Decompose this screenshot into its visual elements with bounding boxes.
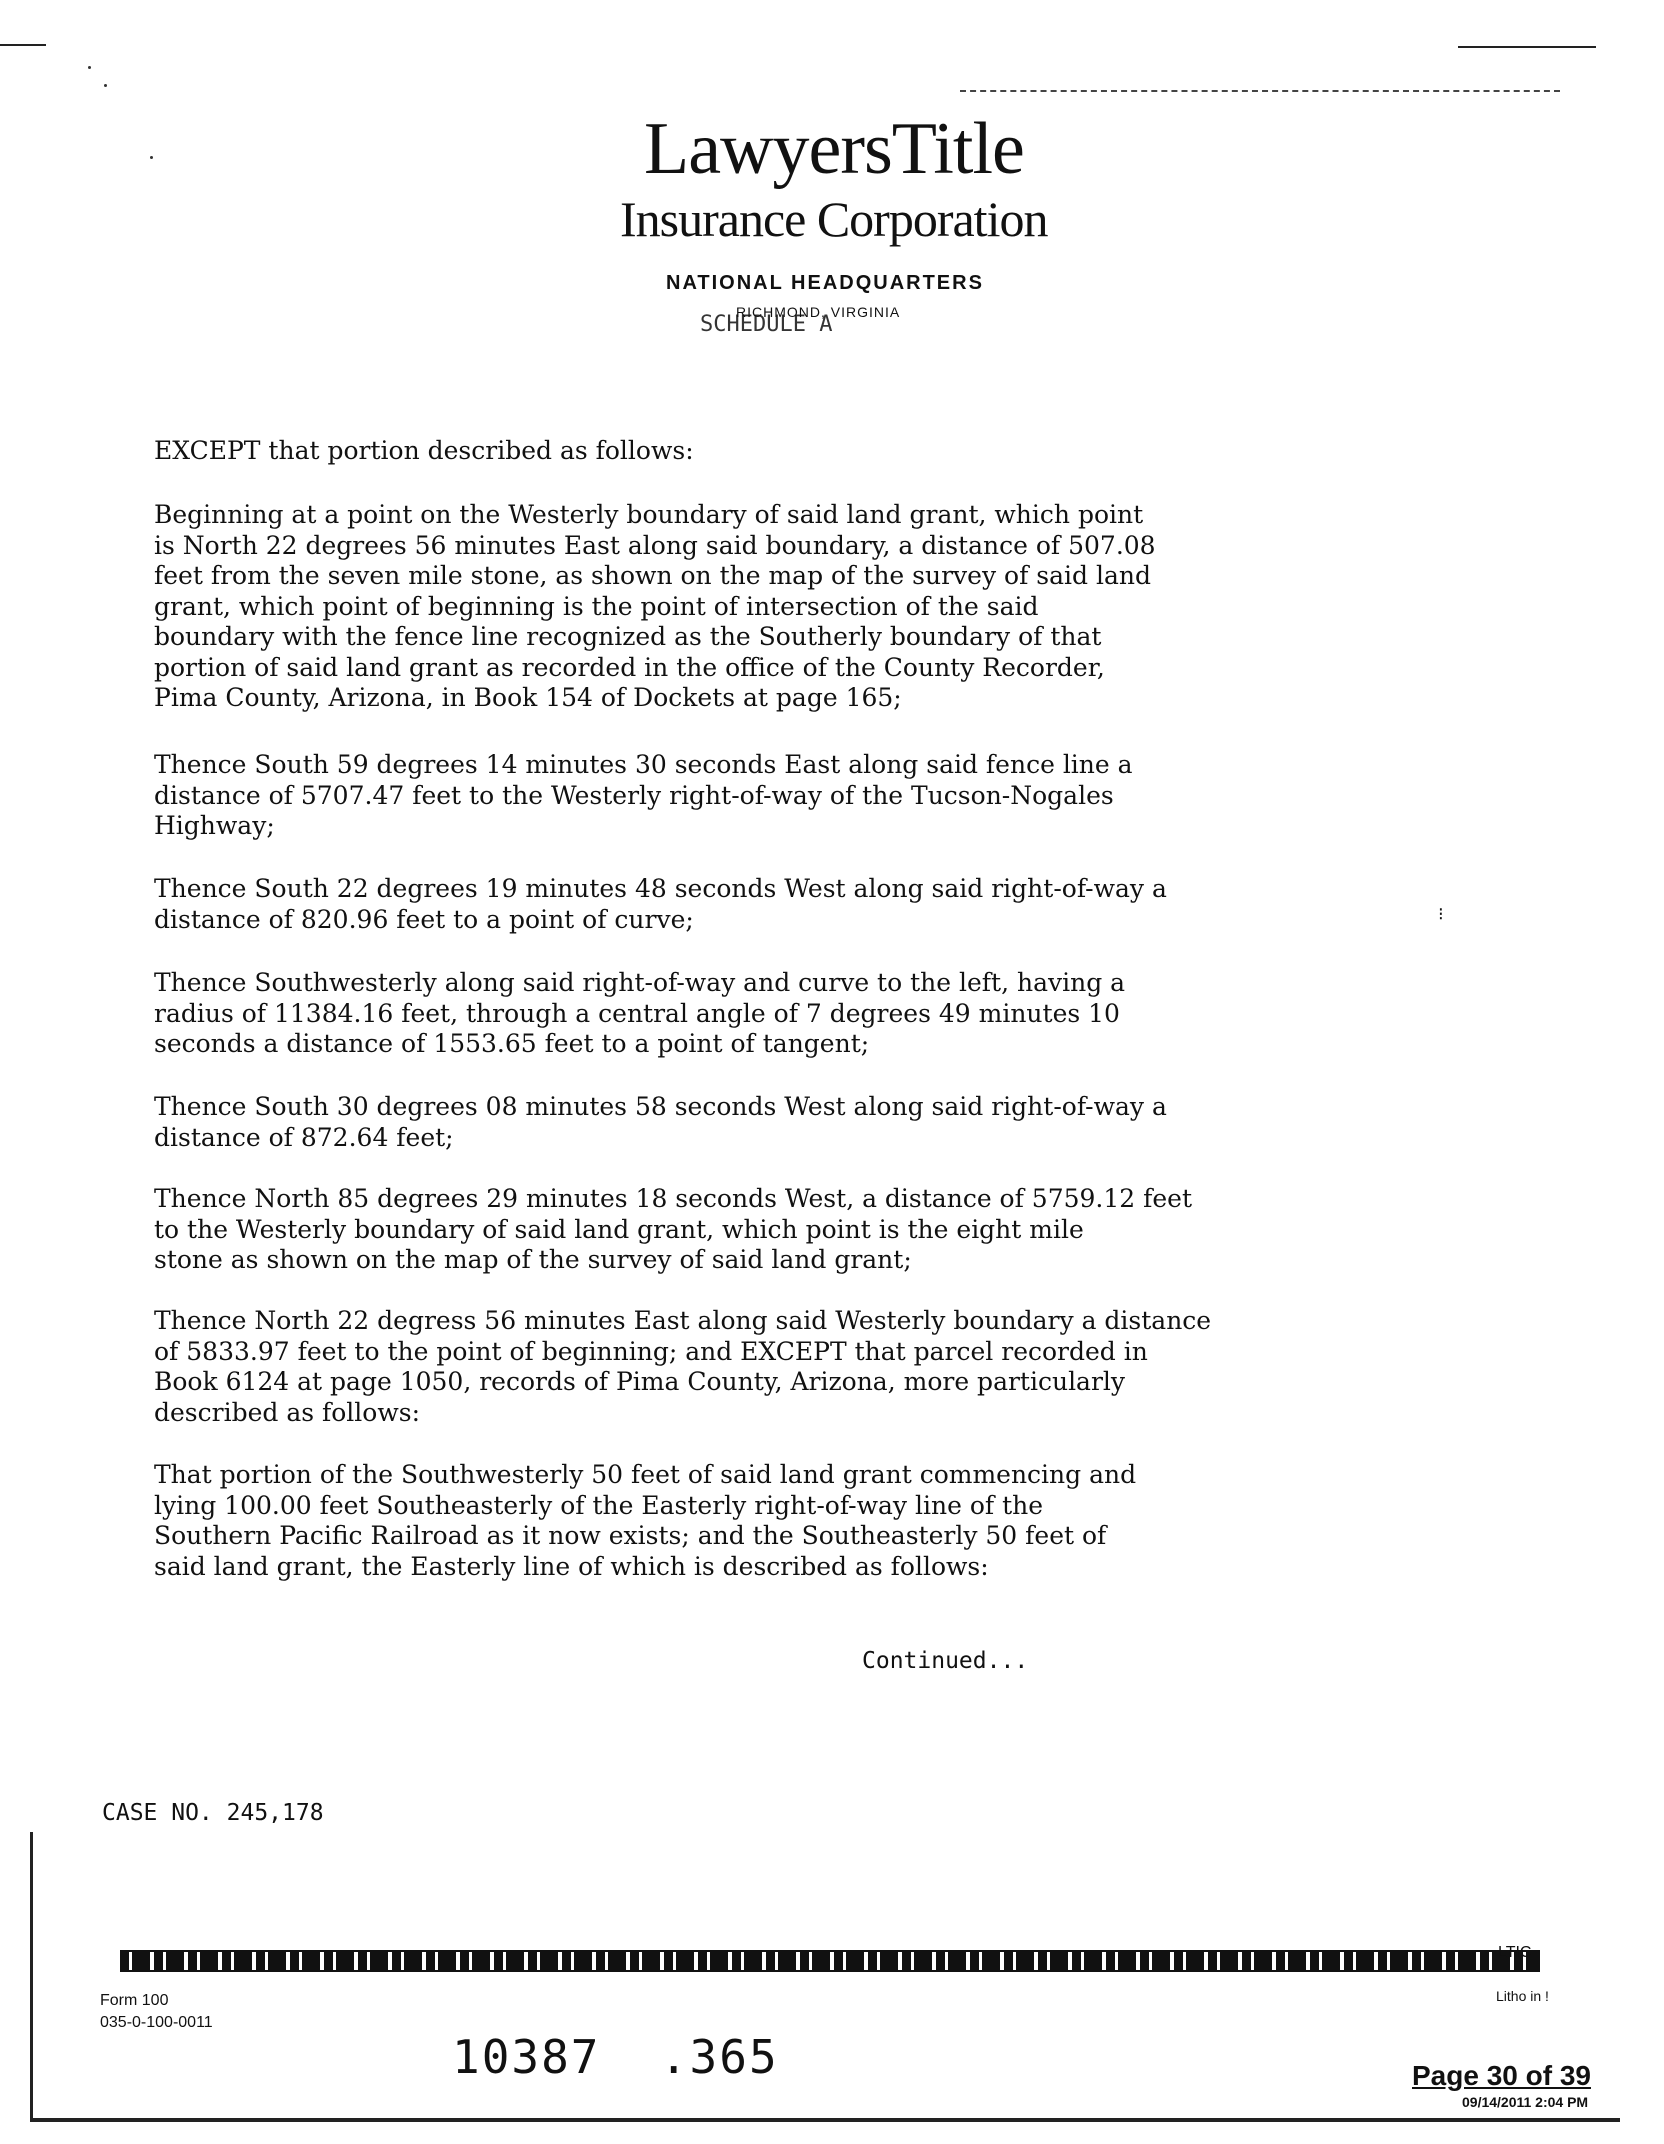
form-line2: 035-0-100-0011 bbox=[100, 2014, 213, 2031]
form-number bbox=[100, 1990, 213, 2034]
schedule-label: SCHEDULE A bbox=[700, 312, 833, 337]
headquarters-label: NATIONAL HEADQUARTERS bbox=[666, 272, 984, 294]
litho-label: Litho in ! bbox=[1496, 1988, 1549, 2004]
company-logo bbox=[620, 108, 1060, 252]
paragraph-south-59: Thence South 59 degrees 14 minutes 30 seconds East along said fence line a distance of 5707.47 feet to the Westerly right-of-way of the Tucson-Nogales Highway; bbox=[154, 750, 1133, 840]
security-strip bbox=[120, 1950, 1540, 1972]
document-number: 10387 .365 bbox=[452, 2030, 779, 2084]
scan-speck bbox=[88, 66, 91, 69]
logo-line1: LawyersTitle bbox=[644, 108, 1024, 190]
paragraph-south-30: Thence South 30 degrees 08 minutes 58 seconds West along said right-of-way a distance of 872.64 feet; bbox=[154, 1092, 1167, 1152]
continued-label: Continued... bbox=[862, 1648, 1029, 1674]
security-strip-text: LTIC bbox=[1498, 1944, 1532, 1961]
location-label: RICHMOND, VIRGINIA bbox=[736, 304, 901, 320]
paragraph-beginning: Beginning at a point on the Westerly boundary of said land grant, which point is North 22 degrees 56 minutes East along said boundary, a distance of 507.08 feet from the seven mile stone, as shown on the map of the survey of said land grant, which point of beginning is the point of intersection of the said boundary with the fence line recognized as the Southerly boundary of that portion of said land grant as recorded in the office of the County Recorder, Pima County, Arizona, in Book 154 of Dockets at page 165; bbox=[154, 500, 1156, 712]
paragraph-north-85: Thence North 85 degrees 29 minutes 18 seconds West, a distance of 5759.12 feet to the Westerly boundary of said land grant, which point is the eight mile stone as shown on the map of the survey of said land grant; bbox=[154, 1184, 1193, 1274]
scan-dashed-line bbox=[960, 90, 1560, 92]
frame-left-rule bbox=[30, 1832, 33, 2122]
scan-edge-mark bbox=[0, 44, 46, 46]
scan-speck bbox=[150, 156, 153, 159]
scan-edge-mark bbox=[1458, 46, 1596, 48]
paragraph-southwesterly-curve: Thence Southwesterly along said right-of-way and curve to the left, having a radius of 11384.16 feet, through a central angle of 7 degrees 49 minutes 10 seconds a distance of 1553.65 feet to a point of tangent; bbox=[154, 968, 1126, 1058]
page-number: Page 30 of 39 bbox=[1412, 2060, 1591, 2091]
paragraph-north-22: Thence North 22 degress 56 minutes East along said Westerly boundary a distance of 5833.97 feet to the point of beginning; and EXCEPT that parcel recorded in Book 6124 at page 1050, records of Pima County, Arizona, more particularly described as follows: bbox=[154, 1306, 1212, 1427]
form-line1: Form 100 bbox=[100, 1992, 169, 2009]
paragraph-south-22: Thence South 22 degrees 19 minutes 48 seconds West along said right-of-way a distance of 820.96 feet to a point of curve; bbox=[154, 874, 1167, 934]
paragraph-southwesterly-50: That portion of the Southwesterly 50 feet of said land grant commencing and lying 100.00 feet Southeasterly of the Easterly right-of-way line of the Southern Pacific Railroad as it now exists; and the Southeasterly 50 feet of said land grant, the Easterly line of which is described as follows: bbox=[154, 1460, 1137, 1581]
case-number: CASE NO. 245,178 bbox=[102, 1800, 324, 1826]
logo-line2: Insurance Corporation bbox=[620, 191, 1048, 247]
paragraph-except-heading: EXCEPT that portion described as follows: bbox=[154, 436, 694, 465]
margin-mark: ⁝ bbox=[1438, 904, 1444, 924]
scan-speck bbox=[104, 84, 107, 87]
print-timestamp: 09/14/2011 2:04 PM bbox=[1462, 2094, 1589, 2110]
frame-bottom-rule bbox=[30, 2118, 1620, 2122]
